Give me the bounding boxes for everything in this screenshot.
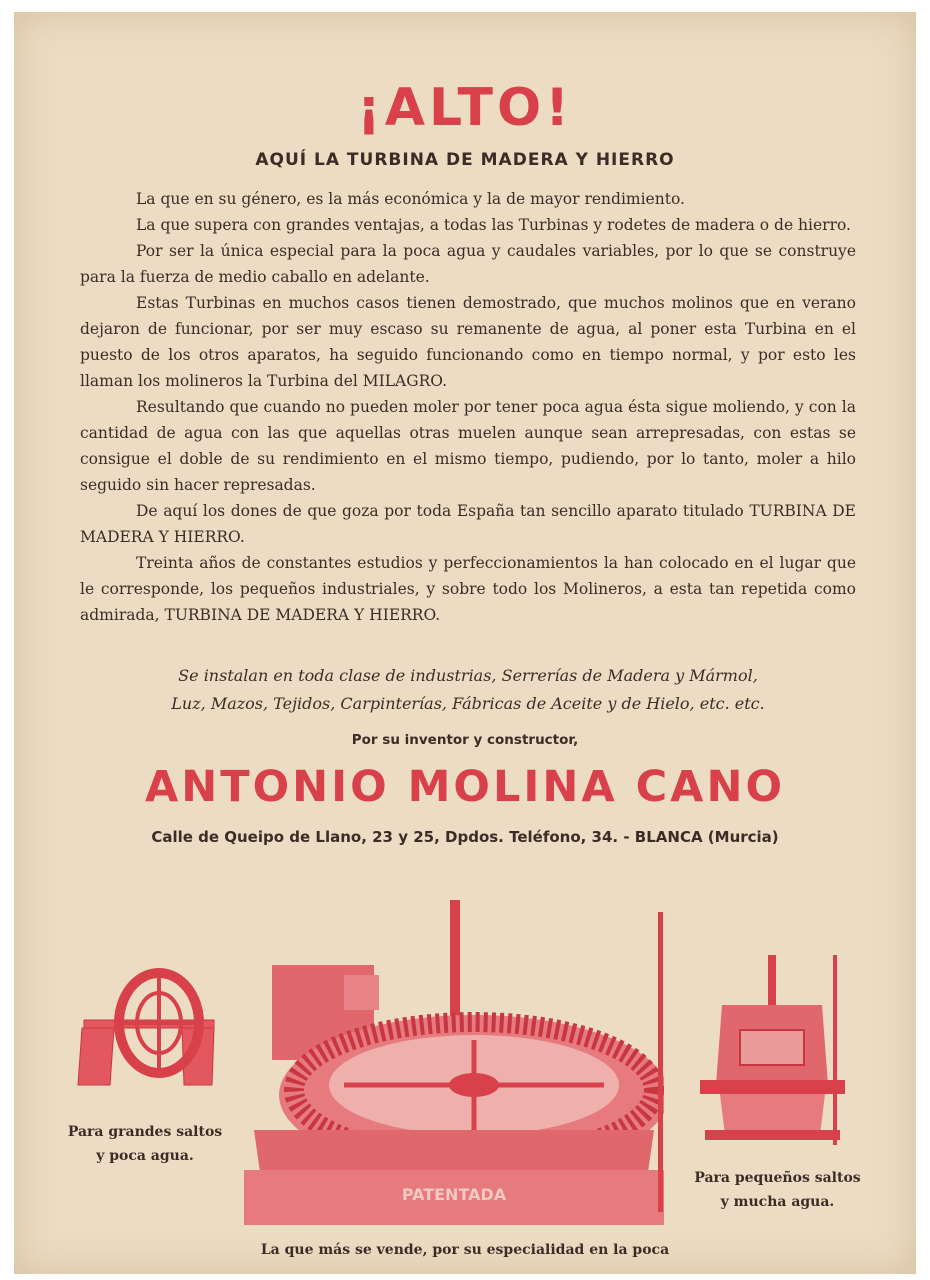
water-wheel-illustration (74, 965, 224, 1095)
paragraph: Treinta años de constantes estudios y perfeccionamientos la han colocado en el lugar que le corresponde, los pequeños industriales, y sobre todo los Molineros, a esta tan repetida como admirada, TURBINA DE MADERA Y HIERRO. (80, 554, 856, 624)
right-caption-line-1: Para pequeños saltos (694, 1170, 861, 1186)
patent-stamp: PATENTADA (401, 1185, 507, 1204)
paragraph: Estas Turbinas en muchos casos tienen demostrado, que muchos molinos que en verano dejaron de funcionar, por ser muy escaso su remanente de agua, al poner esta Turbina en el puesto de los otros aparatos, ha seguido funcionando como en tiempo normal, y por esto les llaman los molineros la Turbina del MILAGRO. (80, 294, 856, 390)
inventor-address: Calle de Queipo de Llano, 23 y 25, Dpdos. Teléfono, 34. - BLANCA (Murcia) (151, 828, 779, 846)
paragraph: La que supera con grandes ventajas, a todas las Turbinas y rodetes de madera o de hierro. (136, 216, 851, 234)
page-title: ¡ALTO! (357, 78, 573, 138)
industries-line-2: Luz, Mazos, Tejidos, Carpinterías, Fábricas de Aceite y de Hielo, etc. etc. (171, 694, 765, 713)
page-subtitle: AQUÍ LA TURBINA DE MADERA Y HIERRO (255, 150, 675, 170)
left-caption-line-1: Para grandes saltos (67, 1124, 223, 1140)
paragraph: Por ser la única especial para la poca agua y caudales variables, por lo que se construye para la fuerza de medio caballo en adelante. (80, 242, 856, 286)
paragraph: La que en su género, es la más económica y la de mayor rendimiento. (136, 190, 685, 208)
industries-list (80, 662, 856, 718)
turbine-illustration (244, 900, 664, 1230)
paragraph: De aquí los dones de que goza por toda España tan sencillo aparato titulado TURBINA DE MADERA Y HIERRO. (80, 502, 856, 546)
footer-text: La que más se vende, por su especialidad en la poca (260, 1242, 670, 1258)
left-caption (60, 1120, 230, 1168)
body-text (80, 186, 856, 628)
inventor-name: ANTONIO MOLINA CANO (144, 762, 786, 812)
left-caption-line-2: y poca agua. (96, 1148, 194, 1164)
divider-line (658, 912, 664, 1212)
industries-line-1: Se instalan en toda clase de industrias, Serrerías de Madera y Mármol, (178, 666, 758, 685)
paragraph: Resultando que cuando no pueden moler por tener poca agua ésta sigue moliendo, y con la cantidad de agua con las que aquellas otras muelen aunque sean arrepresadas, con estas se consigue el doble de su rendimiento en el mismo tiempo, pudiendo, por lo tanto, moler a hilo seguido sin hacer represadas. (80, 398, 856, 494)
right-caption (690, 1166, 865, 1214)
right-caption-line-2: y mucha agua. (720, 1194, 835, 1210)
small-turbine-illustration (700, 950, 845, 1150)
byline: Por su inventor y constructor, (351, 732, 579, 748)
